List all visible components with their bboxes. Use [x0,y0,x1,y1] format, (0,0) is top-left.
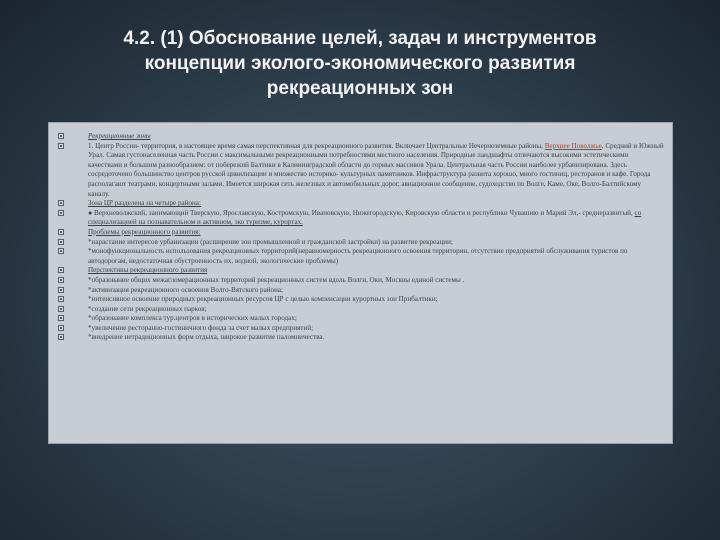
bullet-icon [58,306,64,312]
item-text: *образование комплекса тур.центров в исторических малых городах; [88,314,297,323]
item-text: *внедрение нетрадиционных форм отдыха, широкое развитие паломничества. [88,333,325,342]
title-line-1: 4.2. (1) Обоснование целей, задач и инструментов [123,28,597,49]
item-text: *монофункциональность использования рекреационных территорий(неравномерность рекреационного освоения территории, отсутствие предприятий обслуживания туристов по автодорогам, недостаточная обустроенность их, водной, экологические проблемы) [88,247,628,265]
bullet-icon [58,133,64,139]
bullet-icon [58,143,64,149]
list-item [57,142,664,200]
list-item [57,295,664,305]
section-heading: Рекреационные зоны [88,132,151,140]
bullet-icon [58,287,64,293]
list-item [57,238,664,248]
list-item [57,333,664,343]
item-text: *интенсивное освоение природных рекреационных ресурсов ЦР с целью компенсации курортных зон Прибалтики; [88,295,438,304]
item-text: Перспективы рекреационного развития [88,266,208,275]
bullet-icon [58,200,64,206]
item-text: *активизация рекреационного освоения Волго-Вятского района; [88,285,283,294]
slide-title [40,26,680,101]
bullet-icon [58,334,64,340]
list-item [57,199,664,209]
item-text: ● Верхневолжский, занимающий Тверскую, Ярославскую, Костромскую, Ивановскую, Нижегородскую, Кировскую области и республики Чувашию и Марий Эл,- среднеразвитый, [88,208,635,217]
list-item [57,314,664,324]
item-text: Проблемы рекреационного развития: [88,227,201,236]
list-item [57,247,664,266]
title-line-3: рекреационных зон [266,78,454,99]
list-item [57,324,664,334]
item-text: *нарастание интересов урбанизации (расширение зон промышленной и гражданской застройки) на развитие рекреации; [88,237,453,246]
highlight-link[interactable]: Верхнее Поволжье [544,141,602,150]
bullet-icon [58,267,64,273]
bullet-icon [58,229,64,235]
list-item [57,228,664,238]
bullet-icon [58,325,64,331]
list-item [57,209,664,228]
item-text: 1. Центр России- территория, в настоящее время самая перспективная для рекреационного развития. Включает Центральные Нечерноземные районы, [88,141,545,150]
bullet-list [57,132,664,343]
bullet-icon [58,210,64,216]
item-text: Зона ЦР разделена на четыре района: [88,199,201,208]
item-text: *образование общих межагломерационных территорий рекреационных систем вдоль Волги, Оки, Москвы единой системы . [88,275,465,284]
list-item [57,286,664,296]
bullet-icon [58,277,64,283]
item-text: *увеличение ресторанно-гостиничного фонда за счет малых предприятий; [88,323,314,332]
title-line-2: концепции эколого-экономического развития [144,53,576,74]
bullet-icon [58,248,64,254]
list-item [57,132,664,142]
item-text: *создание сети рекреационных парков; [88,304,207,313]
item-text-underlined: со специализацией на познавательном и активном, эко туризме, курортах. [88,208,642,227]
list-item [57,305,664,315]
list-item [57,276,664,286]
bullet-icon [58,315,64,321]
content-box [48,122,673,444]
bullet-icon [58,239,64,245]
item-text: , Средний и Южный Урал. Самая густонаселенная часть России с максимальными рекреационными потребностями местного населения. Природные ландшафты отличаются высокими эстетическими качествами и большим разнообразием: от побережий Балтики в Калининградской области до горных массивов Урала. Центральная часть России наиболее урбанизирована. Здесь сосредоточено большинство центров русской цивилизации и множество историко- культурных памятников. Инфраструктура развита хорошо, много гостиниц, ресторанов и кафе. Города располагают театрами, концертными залами. Имеется широкая сеть железных и автомобильных дорог, авиационное сообщение, судоходство по Волге, Каме, Оке, Волго-Балтийскому каналу. [88,141,664,198]
list-item [57,266,664,276]
bullet-icon [58,296,64,302]
